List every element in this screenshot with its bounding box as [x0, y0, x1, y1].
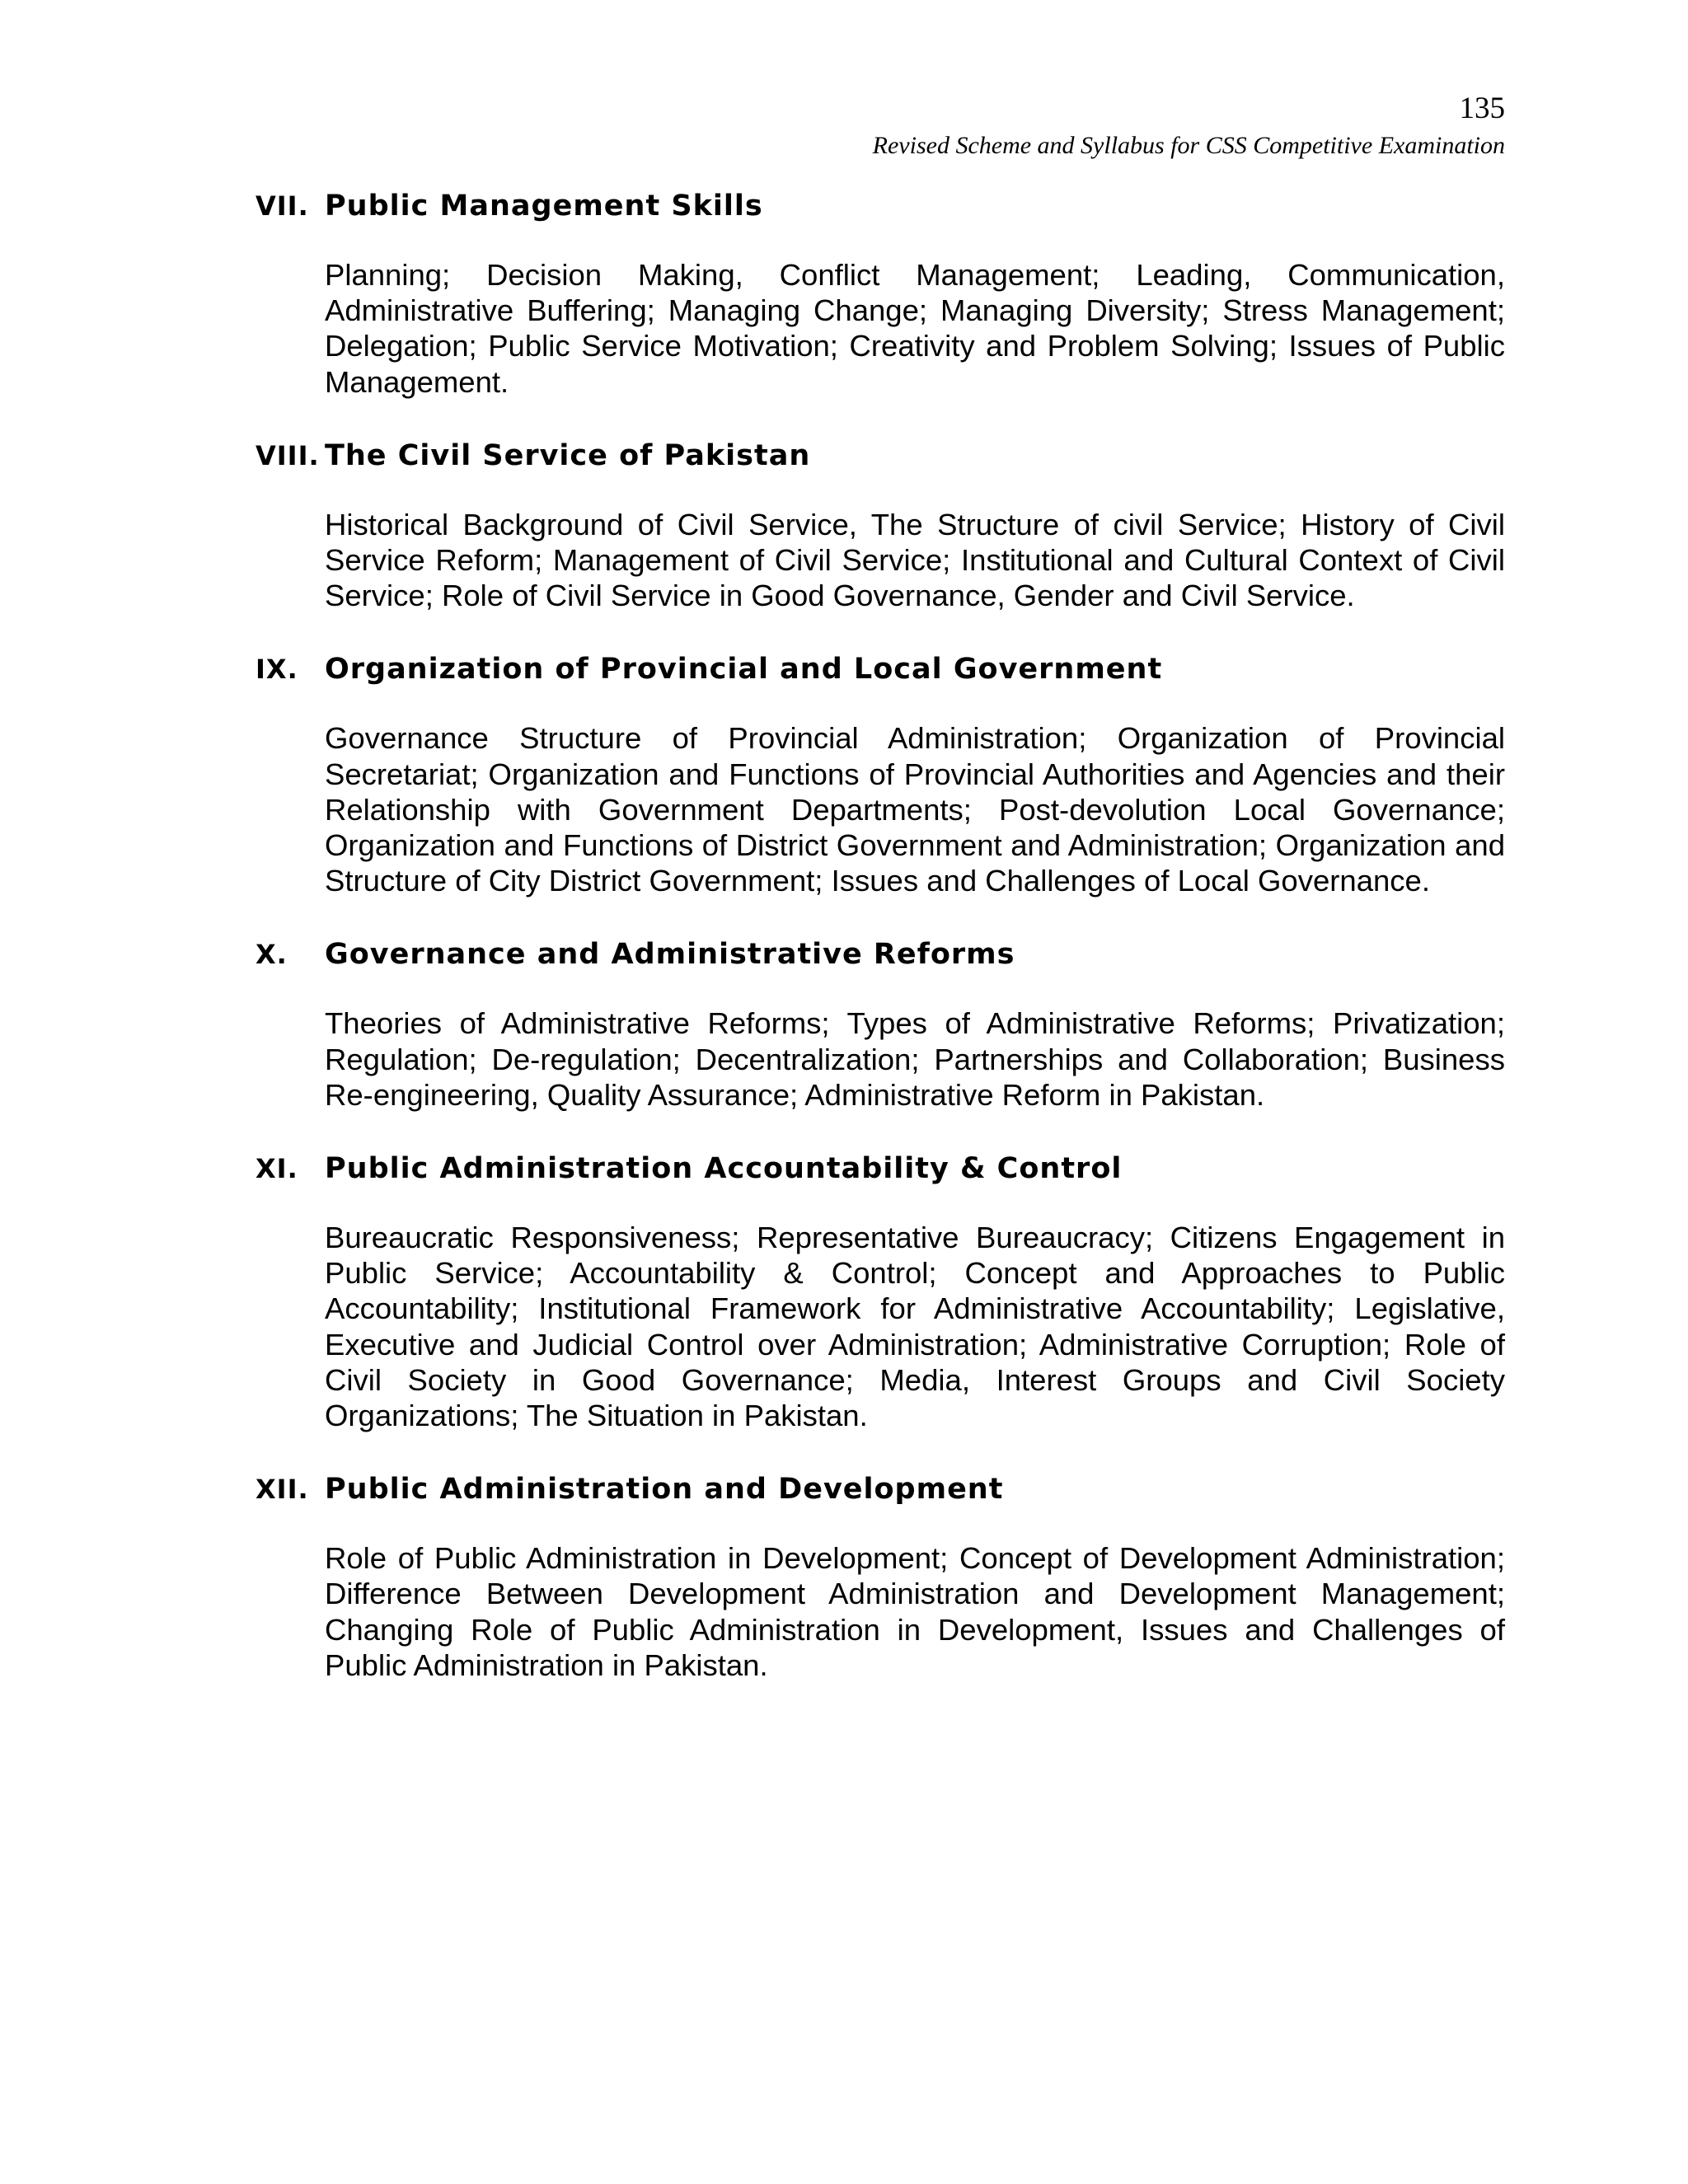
section-xi	[256, 1149, 1505, 1433]
section-title: Public Administration Accountability & Control	[325, 1152, 1123, 1186]
section-x	[256, 935, 1505, 1113]
section-body: Bureaucratic Responsiveness; Representative Bureaucracy; Citizens Engagement in Public Service; Accountability & Control; Concept and Approaches to Public Accountability; Institutional Framework for Administrative Accountability; Legislative, Executive and Judicial Control over Administration; Administrative Corruption; Role of Civil Society in Good Governance; Media, Interest Groups and Civil Society Organizations; The Situation in Pakistan.	[325, 1221, 1505, 1433]
section-title: Governance and Administrative Reforms	[325, 938, 1015, 972]
section-body: Governance Structure of Provincial Administration; Organization of Provincial Secretariat; Organization and Functions of Provincial Authorities and Agencies and their Relationship with Government Departments; Post-devolution Local Governance; Organization and Functions of District Government and Administration; Organization and Structure of City District Government; Issues and Challenges of Local Governance.	[325, 721, 1505, 898]
section-body: Theories of Administrative Reforms; Types of Administrative Reforms; Privatization; Regulation; De-regulation; Decentralization; Partnerships and Collaboration; Business Re-engineering, Quality Assurance; Administrative Reform in Pakistan.	[325, 1006, 1505, 1112]
section-title: The Civil Service of Pakistan	[325, 438, 811, 472]
section-title: Public Management Skills	[325, 190, 763, 223]
section-body: Role of Public Administration in Development; Concept of Development Administration; Difference Between Development Administration and Development Management; Changing Role of Public Administration in Development, Issues and Challenges of Public Administration in Pakistan.	[325, 1541, 1505, 1682]
section-numeral: VII.	[256, 190, 309, 222]
syllabus-sections	[256, 186, 1505, 1719]
section-xii	[256, 1469, 1505, 1683]
page-number: 135	[1459, 91, 1505, 125]
section-numeral: IX.	[256, 654, 298, 686]
section-numeral: XI.	[256, 1153, 298, 1185]
section-numeral: XII.	[256, 1474, 309, 1506]
section-numeral: X.	[256, 939, 288, 971]
section-numeral: VIII.	[256, 439, 320, 471]
section-title: Organization of Provincial and Local Government	[325, 653, 1163, 687]
section-heading	[256, 935, 1505, 974]
section-heading	[256, 649, 1505, 689]
section-title: Public Administration and Development	[325, 1473, 1004, 1507]
running-header	[873, 89, 1505, 163]
section-body: Historical Background of Civil Service, The Structure of civil Service; History of Civil Service Reform; Management of Civil Service; Institutional and Cultural Context of Civil Service; Role of Civil Service in Good Governance, Gender and Civil Service.	[325, 507, 1505, 613]
section-vii	[256, 186, 1505, 400]
section-heading	[256, 1149, 1505, 1188]
section-heading	[256, 186, 1505, 226]
section-viii	[256, 436, 1505, 614]
section-body: Planning; Decision Making, Conflict Management; Leading, Communication, Administrative Buffering; Managing Change; Managing Diversity; Stress Management; Delegation; Public Service Motivation; Creativity and Problem Solving; Issues of Public Management.	[325, 258, 1505, 399]
section-ix	[256, 649, 1505, 898]
section-heading	[256, 1469, 1505, 1509]
section-heading	[256, 436, 1505, 476]
header-title: Revised Scheme and Syllabus for CSS Competitive Examination	[872, 132, 1505, 159]
